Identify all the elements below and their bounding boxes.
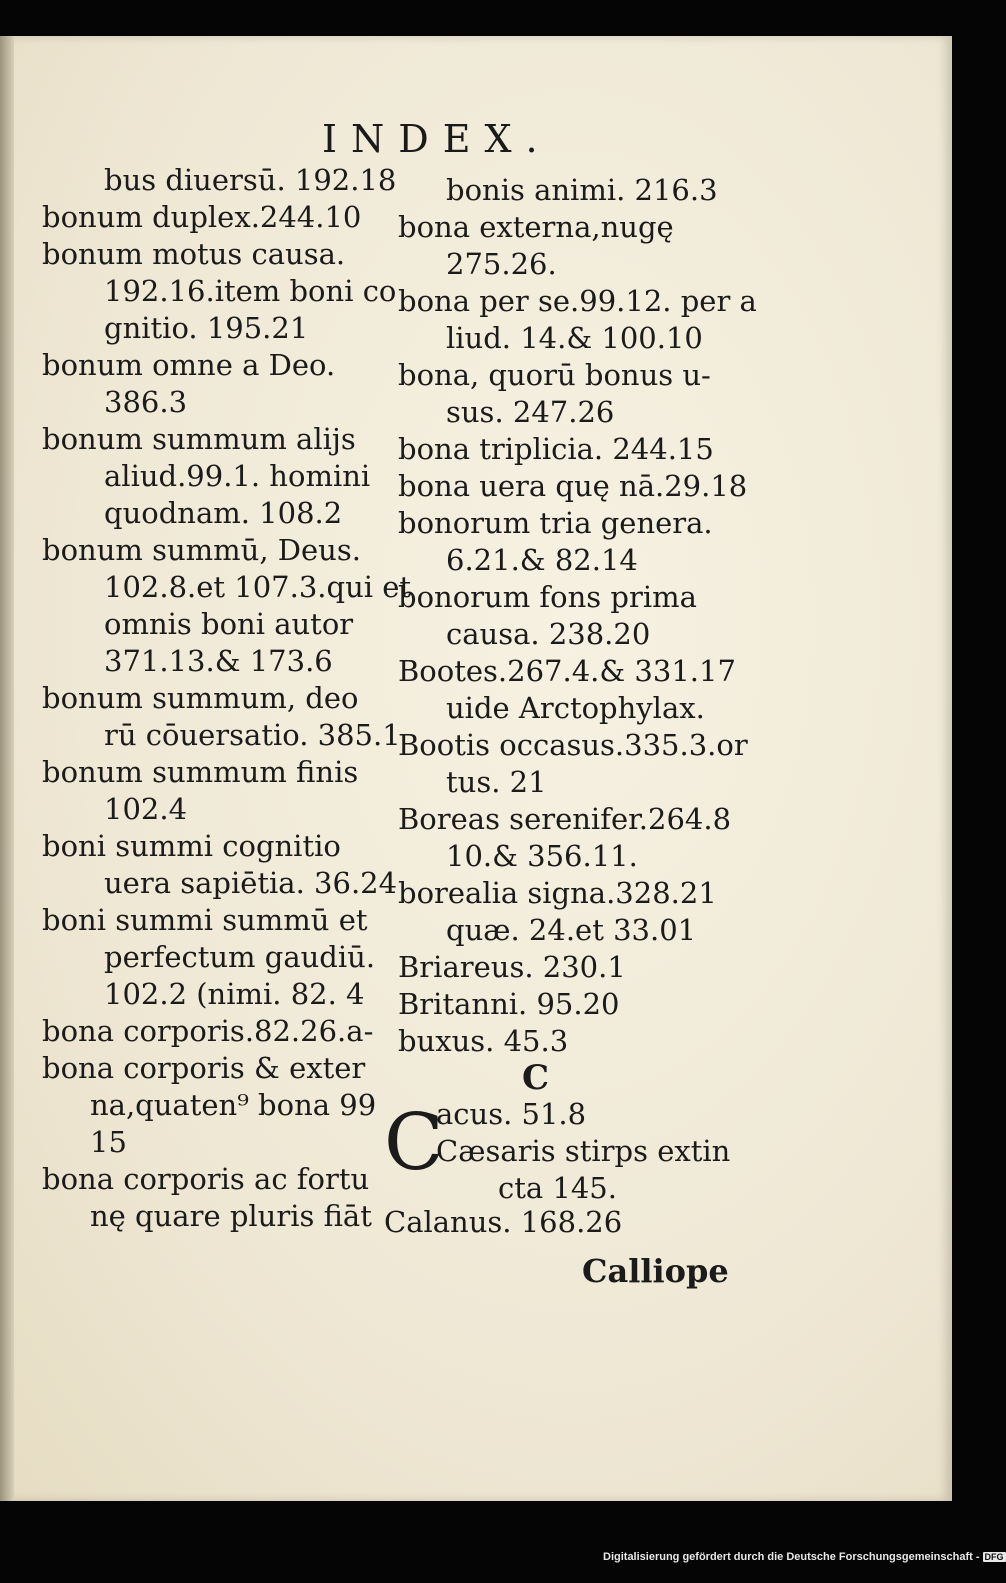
index-entry-line: quæ. 24.et 33.01 — [446, 913, 697, 947]
index-entry-line: 102.8.et 107.3.qui et — [104, 570, 412, 604]
index-entry-line: bona, quorū bonus u- — [398, 358, 711, 392]
index-entry-line: Britanni. 95.20 — [398, 987, 620, 1021]
index-entry-line: omnis boni autor — [104, 607, 354, 641]
index-entry-line: bus diuersū. 192.18 — [104, 163, 397, 197]
index-entry-line: 10.& 356.11. — [446, 839, 638, 873]
index-entry-line: 192.16.item boni co — [104, 274, 397, 308]
page-edge — [0, 36, 14, 1501]
index-entry-line: tus. 21 — [446, 765, 547, 799]
index-entry-line: liud. 14.& 100.10 — [446, 321, 703, 355]
index-entry-line: Briareus. 230.1 — [398, 950, 626, 984]
index-entry-line: borealia signa.328.21 — [398, 876, 717, 910]
index-entry-line: boni summi cognitio — [42, 829, 341, 863]
index-entry-line: uera sapiētia. 36.24 — [104, 866, 398, 900]
index-entry-line: bonum summū, Deus. — [42, 533, 361, 567]
index-entry-line: bonum omne a Deo. — [42, 348, 336, 382]
index-entry-line: Cæsaris stirps extin — [436, 1134, 731, 1168]
index-entry-line: bona per se.99.12. per a — [398, 284, 757, 318]
index-entry-line: uide Arctophylax. — [446, 691, 705, 725]
index-entry-line: 6.21.& 82.14 — [446, 543, 638, 577]
index-entry-line: causa. 238.20 — [446, 617, 651, 651]
left-column — [42, 162, 412, 1235]
index-entry-line: gnitio. 195.21 — [104, 311, 309, 345]
index-entry-calanus: Calanus. 168.26 — [384, 1205, 623, 1239]
index-entry-line: bonorum fons prima — [398, 580, 697, 614]
index-entry-line: boni summi summū et — [42, 903, 368, 937]
index-entry-line: 102.4 — [104, 792, 188, 826]
index-entry-line: bonum duplex.244.10 — [42, 200, 362, 234]
index-entry-line: aliud.99.1. homini — [104, 459, 371, 493]
index-entry-line: bona externa,nugę — [398, 210, 674, 244]
dfg-logo: DFG — [984, 1552, 1004, 1562]
index-entry-line: na,quaten⁹ bona 99 — [90, 1088, 377, 1122]
index-entry-line: Bootis occasus.335.3.or — [398, 728, 748, 762]
section-letter: C — [522, 1058, 550, 1098]
index-entry-line: bonum summum finis — [42, 755, 359, 789]
c-entries — [436, 1096, 756, 1207]
index-entry-line: 386.3 — [104, 385, 188, 419]
index-entry-line: quodnam. 108.2 — [104, 496, 343, 530]
index-entry-line: Bootes.267.4.& 331.17 — [398, 654, 736, 688]
catchword: Calliope — [582, 1252, 729, 1290]
index-entry-line: nę quare pluris fiāt — [90, 1199, 372, 1233]
index-entry-line: bonum summum alijs — [42, 422, 356, 456]
index-entry-line: buxus. 45.3 — [398, 1024, 569, 1058]
index-entry-line: bona corporis.82.26.a- — [42, 1014, 374, 1048]
index-entry-line: bona triplicia. 244.15 — [398, 432, 714, 466]
right-column — [398, 172, 758, 1060]
index-entry-line: bonum summum, deo — [42, 681, 359, 715]
index-entry-line: acus. 51.8 — [436, 1097, 587, 1131]
index-entry-line: 371.13.& 173.6 — [104, 644, 333, 678]
index-entry-line: bona uera quę nā.29.18 — [398, 469, 748, 503]
index-entry-line: Boreas serenifer.264.8 — [398, 802, 732, 836]
index-entry-line: bonorum tria genera. — [398, 506, 713, 540]
digitization-footer — [603, 1551, 1006, 1563]
index-entry-line: rū cōuersatio. 385.1 — [104, 718, 401, 752]
index-entry-line: sus. 247.26 — [446, 395, 615, 429]
index-entry-line: 15 — [90, 1125, 127, 1159]
index-entry-line: bona corporis & exter — [42, 1051, 366, 1085]
index-entry-line: 102.2 (nimi. 82. 4 — [104, 977, 365, 1011]
index-entry-line: bona corporis ac fortu — [42, 1162, 370, 1196]
index-entry-line: perfectum gaudiū. — [104, 940, 376, 974]
index-entry-line: cta 145. — [498, 1171, 617, 1205]
footer-text: Digitalisierung gefördert durch die Deutsche Forschungsgemeinschaft - — [603, 1551, 980, 1563]
index-entry-line: 275.26. — [446, 247, 557, 281]
index-entry-line: bonis animi. 216.3 — [446, 173, 718, 207]
drop-cap: C — [384, 1098, 444, 1188]
page-header: INDEX. — [322, 117, 552, 161]
index-entry-line: bonum motus causa. — [42, 237, 346, 271]
